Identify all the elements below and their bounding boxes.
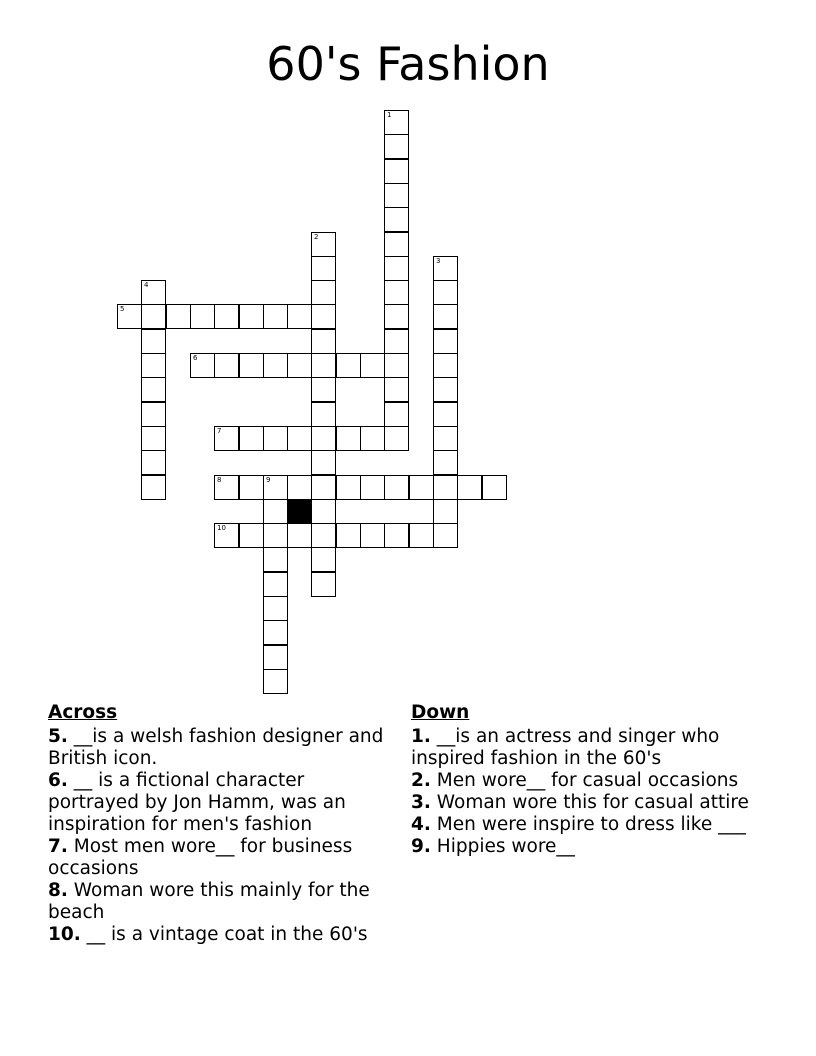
grid-cell[interactable] xyxy=(311,304,336,329)
clue-number-label: 5 xyxy=(120,305,125,313)
grid-cell[interactable] xyxy=(263,596,288,621)
clue-number-label: 1 xyxy=(387,111,392,119)
grid-cell[interactable] xyxy=(384,280,409,305)
clue-text: __is an actress and singer who inspired fashion in the 60's xyxy=(411,726,720,769)
grid-cell[interactable] xyxy=(360,426,385,451)
grid-cell[interactable] xyxy=(263,353,288,378)
grid-cell[interactable] xyxy=(141,329,166,354)
grid-cell[interactable] xyxy=(214,353,239,378)
grid-cell[interactable] xyxy=(311,572,336,597)
grid-cell[interactable] xyxy=(141,475,166,500)
grid-cell[interactable] xyxy=(409,523,434,548)
grid-cell[interactable] xyxy=(433,353,458,378)
grid-cell[interactable] xyxy=(360,353,385,378)
clue-number-label: 4 xyxy=(144,281,149,289)
grid-cell[interactable] xyxy=(311,280,336,305)
grid-cell[interactable] xyxy=(190,304,215,329)
grid-cell[interactable] xyxy=(433,523,458,548)
grid-cell[interactable] xyxy=(482,475,507,500)
grid-cell[interactable] xyxy=(141,377,166,402)
grid-cell[interactable] xyxy=(433,256,458,281)
grid-cell[interactable] xyxy=(214,523,239,548)
grid-cell[interactable] xyxy=(311,329,336,354)
clue-text: Woman wore this mainly for the beach xyxy=(48,880,370,923)
grid-cell[interactable] xyxy=(384,402,409,427)
down-clues xyxy=(411,702,756,858)
grid-cell[interactable] xyxy=(311,547,336,572)
grid-cell[interactable] xyxy=(239,426,264,451)
clue-number: 2. xyxy=(411,770,431,791)
grid-cell[interactable] xyxy=(384,110,409,135)
grid-cell[interactable] xyxy=(311,402,336,427)
clue-across-8 xyxy=(48,880,393,924)
clue-across-7 xyxy=(48,836,393,880)
across-clues xyxy=(48,702,393,946)
grid-cell[interactable] xyxy=(214,426,239,451)
grid-cell[interactable] xyxy=(384,475,409,500)
grid-cell[interactable] xyxy=(287,304,312,329)
clue-down-9 xyxy=(411,836,756,858)
grid-cell[interactable] xyxy=(263,645,288,670)
grid-cell[interactable] xyxy=(263,304,288,329)
grid-cell[interactable] xyxy=(384,134,409,159)
grid-cell[interactable] xyxy=(166,304,191,329)
grid-cell[interactable] xyxy=(433,475,458,500)
grid-cell[interactable] xyxy=(263,523,288,548)
clue-text: Woman wore this for casual attire xyxy=(430,792,749,813)
grid-cell[interactable] xyxy=(141,426,166,451)
clue-number: 3. xyxy=(411,792,431,813)
grid-cell[interactable] xyxy=(239,523,264,548)
clue-number-label: 3 xyxy=(436,257,441,265)
grid-cell[interactable] xyxy=(263,547,288,572)
grid-cell[interactable] xyxy=(311,232,336,257)
grid-cell[interactable] xyxy=(336,353,361,378)
grid-cell[interactable] xyxy=(141,280,166,305)
grid-cell[interactable] xyxy=(214,475,239,500)
grid-cell[interactable] xyxy=(311,523,336,548)
down-heading: Down xyxy=(411,702,470,723)
grid-cell[interactable] xyxy=(263,499,288,524)
blocked-cell xyxy=(287,499,312,524)
clue-number-label: 7 xyxy=(217,427,222,435)
grid-cell[interactable] xyxy=(141,353,166,378)
clue-number: 10. xyxy=(48,924,81,945)
clue-number: 5. xyxy=(48,726,68,747)
grid-cell[interactable] xyxy=(433,426,458,451)
grid-cell[interactable] xyxy=(360,475,385,500)
clue-text: Hippies wore__ xyxy=(430,836,575,857)
puzzle-title: 60's Fashion xyxy=(266,37,550,91)
clue-down-1 xyxy=(411,726,756,770)
grid-cell[interactable] xyxy=(287,475,312,500)
grid-cell[interactable] xyxy=(433,304,458,329)
clue-number-label: 9 xyxy=(266,476,271,484)
grid-cell[interactable] xyxy=(311,499,336,524)
grid-cell[interactable] xyxy=(117,304,142,329)
grid-cell[interactable] xyxy=(433,499,458,524)
grid-cell[interactable] xyxy=(141,304,166,329)
grid-cell[interactable] xyxy=(384,353,409,378)
clue-number: 8. xyxy=(48,880,68,901)
grid-cell[interactable] xyxy=(239,475,264,500)
grid-cell[interactable] xyxy=(433,280,458,305)
grid-cell[interactable] xyxy=(311,377,336,402)
grid-cell[interactable] xyxy=(384,256,409,281)
clue-down-2 xyxy=(411,770,756,792)
clue-number: 6. xyxy=(48,770,68,791)
grid-cell[interactable] xyxy=(433,402,458,427)
clue-down-4 xyxy=(411,814,756,836)
clue-down-3 xyxy=(411,792,756,814)
clue-number-label: 8 xyxy=(217,476,222,484)
grid-cell[interactable] xyxy=(384,207,409,232)
grid-cell[interactable] xyxy=(263,572,288,597)
clue-number-label: 6 xyxy=(193,354,198,362)
grid-cell[interactable] xyxy=(384,159,409,184)
clue-text: __is a welsh fashion designer and British icon. xyxy=(48,726,384,769)
clue-text: Men were inspire to dress like ___ xyxy=(430,814,746,835)
grid-cell[interactable] xyxy=(457,475,482,500)
grid-cell[interactable] xyxy=(214,304,239,329)
grid-cell[interactable] xyxy=(239,304,264,329)
clue-across-5 xyxy=(48,726,393,770)
grid-cell[interactable] xyxy=(384,304,409,329)
grid-cell[interactable] xyxy=(263,426,288,451)
grid-cell[interactable] xyxy=(311,475,336,500)
grid-cell[interactable] xyxy=(287,523,312,548)
grid-cell[interactable] xyxy=(263,475,288,500)
grid-cell[interactable] xyxy=(384,377,409,402)
clue-number-label: 10 xyxy=(217,524,226,532)
clue-text: __ is a vintage coat in the 60's xyxy=(80,924,368,945)
clue-number: 4. xyxy=(411,814,431,835)
grid-cell[interactable] xyxy=(336,426,361,451)
clue-number-label: 2 xyxy=(314,233,319,241)
grid-cell[interactable] xyxy=(336,523,361,548)
clue-across-10 xyxy=(48,924,393,946)
grid-cell[interactable] xyxy=(141,402,166,427)
grid-cell[interactable] xyxy=(384,232,409,257)
grid-cell[interactable] xyxy=(409,475,434,500)
grid-cell[interactable] xyxy=(336,475,361,500)
grid-cell[interactable] xyxy=(433,329,458,354)
grid-cell[interactable] xyxy=(263,669,288,694)
grid-cell[interactable] xyxy=(287,426,312,451)
grid-cell[interactable] xyxy=(287,353,312,378)
clue-text: __ is a fictional character portrayed by Jon Hamm, was an inspiration for men's fashion xyxy=(48,770,346,835)
across-heading: Across xyxy=(48,702,118,723)
grid-cell[interactable] xyxy=(384,329,409,354)
clue-number: 7. xyxy=(48,836,68,857)
grid-cell[interactable] xyxy=(311,450,336,475)
grid-cell[interactable] xyxy=(384,426,409,451)
grid-cell[interactable] xyxy=(239,353,264,378)
grid-cell[interactable] xyxy=(433,450,458,475)
clue-number: 9. xyxy=(411,836,431,857)
grid-cell[interactable] xyxy=(311,426,336,451)
grid-cell[interactable] xyxy=(311,256,336,281)
grid-cell[interactable] xyxy=(190,353,215,378)
clue-number: 1. xyxy=(411,726,431,747)
grid-cell[interactable] xyxy=(311,353,336,378)
grid-cell[interactable] xyxy=(263,620,288,645)
grid-cell[interactable] xyxy=(141,450,166,475)
grid-cell[interactable] xyxy=(433,377,458,402)
grid-cell[interactable] xyxy=(360,523,385,548)
grid-cell[interactable] xyxy=(384,523,409,548)
clue-text: Most men wore__ for business occasions xyxy=(48,836,353,879)
clue-text: Men wore__ for casual occasions xyxy=(430,770,739,791)
clue-across-6 xyxy=(48,770,393,836)
grid-cell[interactable] xyxy=(384,183,409,208)
